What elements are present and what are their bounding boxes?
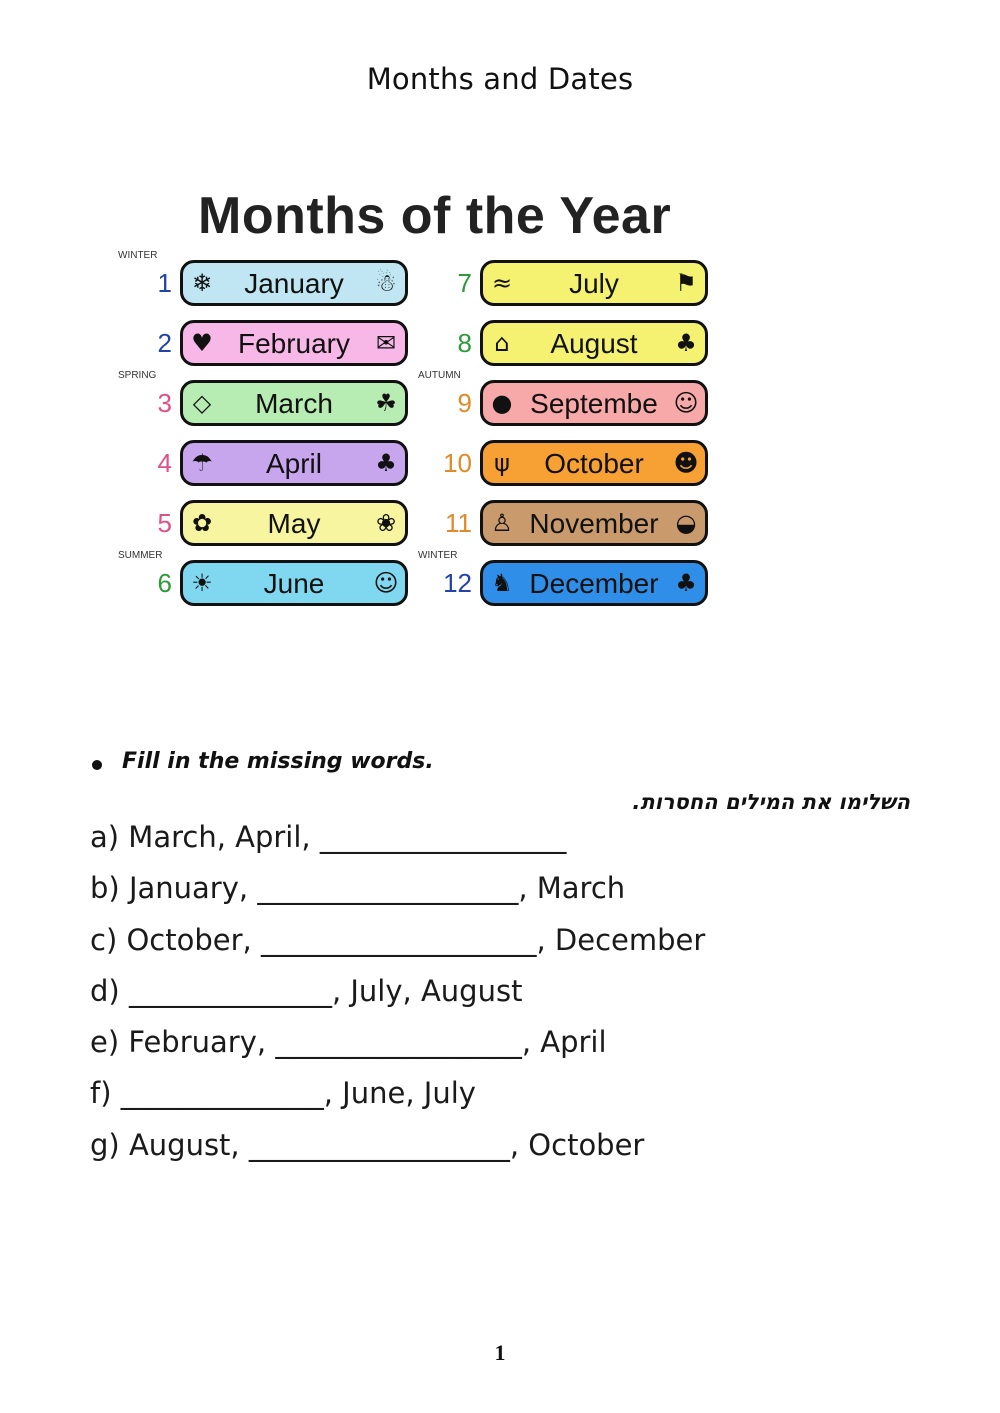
month-number: 9	[457, 388, 472, 418]
rain-icon: ☂	[191, 449, 213, 477]
month-number: 3	[157, 388, 172, 418]
month-row	[118, 436, 418, 492]
instruction-text: Fill in the missing words.	[122, 749, 434, 774]
month-row	[118, 370, 418, 432]
exercise-g: g) August, __________________, October	[90, 1127, 645, 1162]
month-pill	[180, 320, 408, 366]
month-pill	[180, 260, 408, 306]
month-row	[418, 550, 718, 612]
month-number: 1	[157, 268, 172, 298]
months-of-year-poster	[118, 178, 878, 628]
month-row	[118, 316, 418, 372]
month-number: 6	[157, 568, 172, 598]
swimmer-icon: ≈	[491, 269, 513, 297]
pumpkin-icon: ☻	[673, 449, 699, 477]
month-name: July	[569, 268, 619, 299]
month-name: May	[267, 508, 321, 539]
exercise-c: c) October, ___________________, December	[90, 922, 706, 957]
month-row	[118, 496, 418, 552]
month-row	[418, 370, 718, 432]
month-name: January	[244, 268, 344, 299]
child-icon: ☺	[373, 569, 399, 597]
month-row	[118, 550, 418, 612]
month-pill	[480, 380, 708, 426]
month-name: Septembe	[530, 388, 658, 419]
tulip-icon: ❀	[375, 509, 397, 537]
month-row	[418, 496, 718, 552]
shamrock-icon: ☘	[375, 389, 397, 417]
month-pill	[480, 500, 708, 546]
month-name: November	[529, 508, 659, 539]
exercise-f: f) ______________, June, July	[90, 1076, 476, 1111]
exercise-d: d) ______________, July, August	[90, 973, 523, 1008]
reindeer-icon: ♞	[491, 569, 513, 597]
camper-icon: ⌂	[494, 329, 510, 357]
valentine-card-icon: ✉	[375, 329, 397, 357]
month-pill	[480, 560, 708, 606]
month-name: December	[529, 568, 659, 599]
month-pill	[180, 500, 408, 546]
exercise-b: b) January, __________________, March	[90, 871, 626, 906]
teacher-icon: ☺	[673, 389, 699, 417]
month-pill	[180, 380, 408, 426]
season-label: SPRING	[118, 370, 157, 381]
snowy-tree-icon: ♣	[675, 569, 697, 597]
bullet-icon	[92, 760, 102, 770]
pilgrims-icon: ♙	[491, 509, 513, 537]
bare-tree-icon: ψ	[494, 449, 510, 477]
month-name: April	[265, 448, 322, 479]
month-row	[418, 316, 718, 372]
turkey-icon: ◒	[675, 509, 697, 537]
month-number: 11	[445, 508, 472, 538]
season-label: SUMMER	[118, 550, 163, 561]
tree-icon: ♣	[375, 449, 397, 477]
month-row	[418, 256, 718, 312]
month-row	[418, 436, 718, 492]
apple-icon: ●	[491, 389, 513, 417]
month-pill	[480, 260, 708, 306]
month-pill	[480, 320, 708, 366]
flower-icon: ✿	[191, 509, 213, 537]
page-number: 1	[494, 1340, 506, 1365]
season-label: AUTUMN	[418, 370, 461, 381]
month-number: 12	[443, 568, 472, 598]
snowman-icon: ☃	[375, 269, 397, 297]
month-pill	[180, 440, 408, 486]
month-number: 4	[157, 448, 172, 478]
season-label: WINTER	[418, 550, 458, 561]
month-name: February	[237, 328, 351, 359]
month-pill	[480, 440, 708, 486]
month-name: June	[263, 568, 325, 599]
exercise-e: e) February, _________________, April	[90, 1025, 607, 1060]
month-name: March	[255, 388, 333, 419]
exercise-a: a) March, April, _________________	[90, 820, 567, 854]
sun-icon: ☀	[191, 569, 213, 597]
snowflake-icon: ❄	[191, 269, 213, 297]
month-number: 2	[157, 328, 172, 358]
instruction-text-hebrew: השלימו את המילים החסרות.	[632, 790, 910, 814]
season-label: WINTER	[118, 250, 158, 261]
month-number: 5	[157, 508, 172, 538]
month-row	[118, 250, 418, 312]
month-pill	[180, 560, 408, 606]
month-number: 10	[443, 448, 472, 478]
month-number: 7	[457, 268, 472, 298]
document-title: Months and Dates	[366, 62, 634, 96]
kite-icon: ◇	[192, 389, 212, 417]
poster-title: Months of the Year	[198, 187, 672, 245]
month-name: August	[550, 328, 638, 359]
heart-icon: ♥	[191, 329, 213, 357]
tree-icon: ♣	[675, 329, 697, 357]
month-name: October	[544, 448, 644, 479]
month-number: 8	[457, 328, 472, 358]
exercise-list	[90, 820, 930, 1179]
flag-icon: ⚑	[675, 269, 697, 297]
